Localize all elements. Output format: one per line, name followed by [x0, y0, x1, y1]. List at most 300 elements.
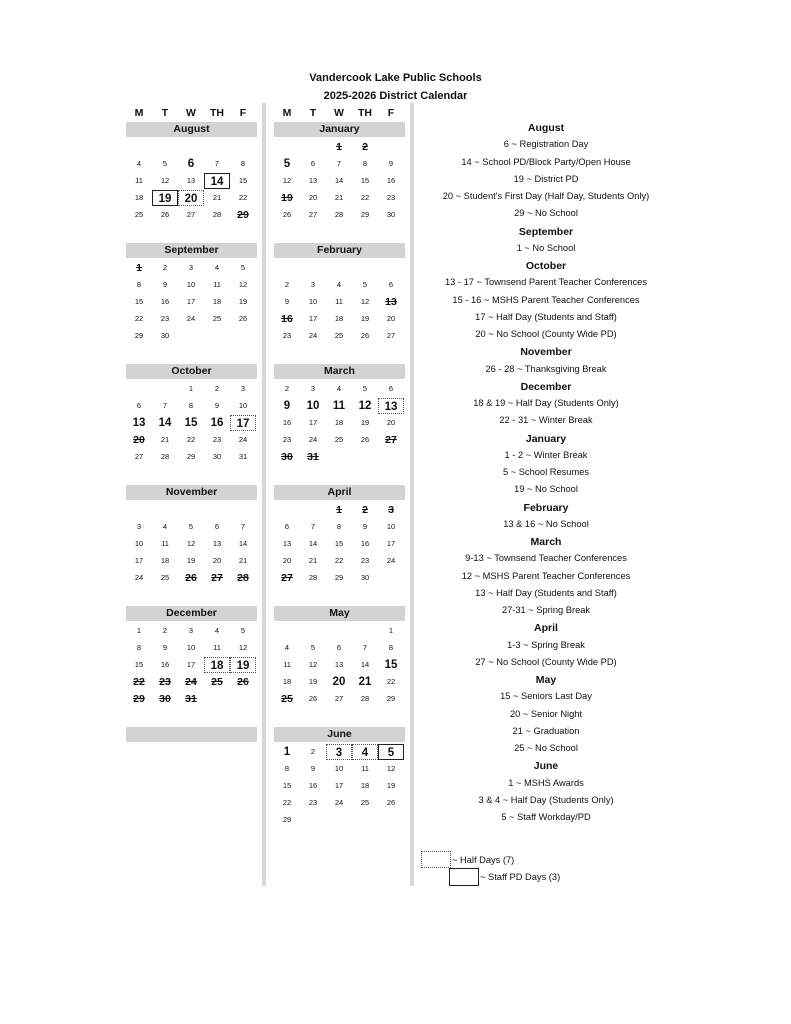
- calendar-day: 12: [238, 280, 248, 289]
- calendar-day: 8: [284, 764, 290, 773]
- calendar-day: 27: [134, 452, 144, 461]
- event-item: 1 ~ MSHS Awards: [508, 777, 584, 788]
- calendar-day: 13: [132, 417, 146, 429]
- calendar-day: 29: [237, 209, 249, 221]
- event-item: 15 ~ Seniors Last Day: [500, 691, 592, 702]
- column-divider-1: [262, 103, 266, 886]
- calendar-day: 24: [238, 435, 248, 444]
- calendar-day: 12: [308, 660, 318, 669]
- event-month-heading: August: [527, 122, 565, 134]
- month-header-april: April: [274, 485, 405, 500]
- calendar-day: 12: [358, 400, 372, 412]
- calendar-day: 3: [188, 263, 194, 272]
- calendar-day: 5: [362, 280, 368, 289]
- calendar-day: 19: [386, 781, 396, 790]
- calendar-day: 17: [386, 539, 396, 548]
- event-item: 1 ~ No School: [516, 242, 576, 253]
- calendar-day: 5: [310, 643, 316, 652]
- calendar-day: 28: [308, 573, 318, 582]
- event-item: 1-3 ~ Spring Break: [507, 639, 585, 650]
- calendar-day: 2: [284, 280, 290, 289]
- calendar-day: 27: [334, 694, 344, 703]
- calendar-title: 2025-2026 District Calendar: [323, 90, 468, 102]
- calendar-day: 25: [334, 331, 344, 340]
- calendar-day: 23: [308, 798, 318, 807]
- event-item: 20 ~ No School (County Wide PD): [475, 329, 617, 339]
- calendar-day: 23: [282, 435, 292, 444]
- pd-day-legend-swatch: [449, 868, 479, 886]
- calendar-day: 21: [160, 435, 170, 444]
- calendar-day: 3: [326, 744, 352, 760]
- calendar-day: 4: [162, 522, 168, 531]
- calendar-day: 18: [204, 657, 230, 673]
- calendar-day: 22: [133, 676, 145, 688]
- calendar-day: 26: [308, 694, 318, 703]
- calendar-day: 20: [332, 676, 346, 688]
- calendar-day: 5: [162, 159, 168, 168]
- calendar-day: 27: [211, 572, 223, 584]
- calendar-day: 23: [360, 556, 370, 565]
- calendar-day: 17: [230, 415, 256, 431]
- calendar-day: 6: [388, 280, 394, 289]
- calendar-day: 8: [188, 401, 194, 410]
- calendar-day: 13: [385, 296, 397, 308]
- calendar-day: 16: [160, 660, 170, 669]
- calendar-day: 14: [204, 173, 230, 189]
- calendar-day: 5: [362, 384, 368, 393]
- month-header-empty: [126, 727, 257, 742]
- calendar-day: 10: [386, 522, 396, 531]
- weekday-header: W: [334, 107, 344, 119]
- calendar-day: 6: [310, 159, 316, 168]
- calendar-day: 15: [134, 660, 144, 669]
- calendar-day: 24: [386, 556, 396, 565]
- calendar-day: 9: [310, 764, 316, 773]
- calendar-day: 10: [186, 280, 196, 289]
- calendar-day: 15: [134, 297, 144, 306]
- calendar-day: 5: [283, 158, 291, 170]
- calendar-day: 11: [332, 400, 346, 412]
- calendar-day: 17: [134, 556, 144, 565]
- calendar-day: 16: [281, 313, 293, 325]
- calendar-day: 15: [360, 176, 370, 185]
- calendar-day: 2: [162, 263, 168, 272]
- event-month-heading: May: [535, 674, 557, 686]
- calendar-day: 28: [334, 210, 344, 219]
- calendar-day: 19: [360, 418, 370, 427]
- calendar-day: 22: [186, 435, 196, 444]
- calendar-day: 4: [336, 384, 342, 393]
- calendar-day: 9: [283, 400, 291, 412]
- calendar-day: 1: [136, 626, 142, 635]
- calendar-day: 18: [360, 781, 370, 790]
- weekday-header: W: [186, 107, 196, 119]
- weekday-header: T: [309, 107, 317, 119]
- event-item: 1 - 2 ~ Winter Break: [504, 449, 588, 460]
- calendar-day: 10: [186, 643, 196, 652]
- calendar-day: 23: [159, 676, 171, 688]
- calendar-day: 1: [188, 384, 194, 393]
- month-header-october: October: [126, 364, 257, 379]
- calendar-day: 19: [360, 314, 370, 323]
- calendar-day: 5: [188, 522, 194, 531]
- event-item: 25 ~ No School: [514, 743, 578, 753]
- calendar-day: 23: [386, 193, 396, 202]
- event-item: 15 - 16 ~ MSHS Parent Teacher Conferences: [452, 294, 640, 305]
- calendar-day: 2: [162, 626, 168, 635]
- event-item: 27-31 ~ Spring Break: [501, 605, 591, 615]
- calendar-day: 26: [238, 314, 248, 323]
- calendar-day: 29: [186, 452, 196, 461]
- calendar-day: 1: [388, 626, 394, 635]
- calendar-day: 9: [214, 401, 220, 410]
- event-item: 9-13 ~ Townsend Teacher Conferences: [465, 553, 627, 564]
- calendar-day: 16: [360, 539, 370, 548]
- calendar-day: 13: [186, 176, 196, 185]
- calendar-day: 15: [184, 417, 198, 429]
- calendar-day: 9: [162, 643, 168, 652]
- weekday-header: M: [134, 107, 144, 119]
- calendar-day: 5: [240, 626, 246, 635]
- event-month-heading: February: [523, 501, 569, 514]
- calendar-day: 16: [210, 417, 224, 429]
- calendar-day: 13: [212, 539, 222, 548]
- event-month-heading: April: [534, 622, 558, 635]
- calendar-day: 22: [134, 314, 144, 323]
- calendar-day: 28: [237, 572, 249, 584]
- weekday-header: TH: [210, 107, 224, 119]
- calendar-day: 9: [362, 522, 368, 531]
- calendar-day: 12: [282, 176, 292, 185]
- calendar-day: 17: [308, 418, 318, 427]
- calendar-day: 21: [308, 556, 318, 565]
- calendar-day: 30: [212, 452, 222, 461]
- calendar-day: 3: [310, 280, 316, 289]
- calendar-day: 22: [238, 193, 248, 202]
- calendar-day: 30: [159, 693, 171, 705]
- calendar-day: 26: [360, 435, 370, 444]
- calendar-day: 31: [185, 693, 197, 705]
- calendar-day: 29: [133, 693, 145, 705]
- calendar-day: 15: [334, 539, 344, 548]
- calendar-day: 24: [186, 314, 196, 323]
- calendar-day: 24: [334, 798, 344, 807]
- calendar-day: 29: [334, 573, 344, 582]
- month-header-september: September: [126, 243, 257, 258]
- calendar-day: 5: [378, 744, 404, 760]
- calendar-day: 6: [336, 643, 342, 652]
- calendar-day: 10: [334, 764, 344, 773]
- month-header-november: November: [126, 485, 257, 500]
- event-item: 22 - 31 ~ Winter Break: [499, 415, 593, 426]
- calendar-day: 15: [238, 176, 248, 185]
- event-item: 13 ~ Half Day (Students and Staff): [475, 587, 617, 598]
- calendar-day: 10: [238, 401, 248, 410]
- month-header-january: January: [274, 122, 405, 137]
- calendar-day: 18: [134, 193, 144, 202]
- calendar-day: 4: [352, 744, 378, 760]
- calendar-day: 3: [240, 384, 246, 393]
- calendar-day: 4: [214, 626, 220, 635]
- event-item: 29 ~ No School: [514, 208, 578, 219]
- calendar-day: 26: [360, 331, 370, 340]
- calendar-day: 20: [133, 434, 145, 446]
- calendar-day: 8: [362, 159, 368, 168]
- calendar-day: 15: [384, 659, 398, 671]
- half-day-legend-swatch: [421, 851, 451, 868]
- calendar-day: 11: [335, 297, 343, 306]
- calendar-day: 2: [284, 384, 290, 393]
- event-month-heading: October: [525, 260, 567, 272]
- calendar-day: 3: [310, 384, 316, 393]
- event-item: 20 ~ Student's First Day (Half Day, Students Only): [442, 191, 650, 201]
- calendar-day: 24: [185, 676, 197, 688]
- calendar-day: 26: [386, 798, 396, 807]
- calendar-day: 26: [282, 210, 292, 219]
- calendar-day: 17: [308, 314, 318, 323]
- calendar-day: 30: [360, 573, 370, 582]
- event-month-heading: September: [518, 225, 574, 238]
- event-month-heading: January: [525, 432, 567, 445]
- calendar-day: 26: [237, 676, 249, 688]
- event-item: 26 - 28 ~ Thanksgiving Break: [485, 363, 607, 374]
- calendar-day: 3: [388, 504, 394, 516]
- month-header-june: June: [274, 727, 405, 742]
- calendar-day: 28: [360, 694, 370, 703]
- calendar-day: 13: [378, 398, 404, 414]
- calendar-day: 18: [334, 314, 344, 323]
- calendar-day: 12: [386, 764, 396, 773]
- event-item: 12 ~ MSHS Parent Teacher Conferences: [461, 570, 631, 581]
- calendar-day: 16: [160, 297, 170, 306]
- calendar-day: 23: [160, 314, 170, 323]
- calendar-day: 23: [212, 435, 222, 444]
- calendar-day: 27: [308, 210, 318, 219]
- calendar-day: 24: [308, 435, 318, 444]
- calendar-day: 29: [282, 815, 292, 824]
- event-item: 27 ~ No School (County Wide PD): [475, 656, 617, 667]
- calendar-day: 7: [240, 522, 246, 531]
- calendar-day: 6: [388, 384, 394, 393]
- calendar-day: 4: [284, 643, 290, 652]
- calendar-day: 31: [307, 451, 319, 463]
- calendar-day: 26: [160, 210, 170, 219]
- calendar-day: 10: [134, 539, 144, 548]
- calendar-day: 23: [282, 331, 292, 340]
- calendar-day: 7: [336, 159, 342, 168]
- month-header-may: May: [274, 606, 405, 621]
- calendar-day: 3: [188, 626, 194, 635]
- calendar-day: 21: [358, 676, 372, 688]
- calendar-day: 7: [310, 522, 316, 531]
- calendar-day: 2: [362, 141, 368, 153]
- calendar-day: 12: [186, 539, 196, 548]
- calendar-day: 1: [136, 262, 142, 274]
- event-item: 21 ~ Graduation: [512, 725, 580, 736]
- pd-day-legend-label: ~ Staff PD Days (3): [480, 872, 561, 882]
- calendar-day: 30: [386, 210, 396, 219]
- calendar-day: 26: [185, 572, 197, 584]
- calendar-day: 28: [160, 452, 170, 461]
- calendar-day: 18: [334, 418, 344, 427]
- calendar-day: 6: [284, 522, 290, 531]
- calendar-day: 17: [186, 660, 196, 669]
- calendar-day: 5: [240, 263, 246, 272]
- weekday-header: T: [161, 107, 169, 119]
- calendar-day: 19: [238, 297, 248, 306]
- calendar-day: 20: [386, 314, 396, 323]
- calendar-day: 9: [284, 297, 290, 306]
- calendar-day: 30: [281, 451, 293, 463]
- calendar-day: 17: [334, 781, 344, 790]
- calendar-day: 27: [386, 331, 396, 340]
- calendar-day: 31: [238, 452, 248, 461]
- calendar-day: 1: [336, 141, 342, 153]
- calendar-day: 25: [160, 573, 170, 582]
- calendar-day: 25: [334, 435, 344, 444]
- calendar-day: 12: [160, 176, 170, 185]
- calendar-day: 20: [212, 556, 222, 565]
- calendar-day: 12: [238, 643, 248, 652]
- calendar-day: 8: [336, 522, 342, 531]
- event-month-heading: November: [520, 346, 572, 359]
- calendar-day: 7: [362, 643, 368, 652]
- half-day-legend-label: ~ Half Days (7): [452, 855, 515, 865]
- calendar-day: 22: [386, 677, 396, 686]
- month-header-december: December: [126, 606, 257, 621]
- calendar-day: 11: [213, 643, 221, 652]
- event-item: 19 ~ District PD: [513, 173, 579, 184]
- calendar-day: 13: [308, 176, 318, 185]
- calendar-day: 17: [186, 297, 196, 306]
- event-item: 18 & 19 ~ Half Day (Students Only): [473, 398, 619, 408]
- calendar-day: 11: [135, 176, 143, 185]
- event-item: 14 ~ School PD/Block Party/Open House: [461, 156, 631, 167]
- calendar-day: 25: [212, 314, 222, 323]
- event-item: 13 - 17 ~ Townsend Parent Teacher Conferences: [445, 277, 647, 288]
- calendar-day: 16: [308, 781, 318, 790]
- month-header-february: February: [274, 243, 405, 258]
- calendar-day: 18: [212, 297, 222, 306]
- calendar-day: 25: [134, 210, 144, 219]
- calendar-day: 24: [134, 573, 144, 582]
- calendar-day: 24: [308, 331, 318, 340]
- calendar-day: 14: [158, 417, 172, 429]
- calendar-day: 8: [136, 280, 142, 289]
- calendar-day: 13: [282, 539, 292, 548]
- calendar-day: 4: [136, 159, 142, 168]
- calendar-day: 18: [160, 556, 170, 565]
- calendar-day: 8: [136, 643, 142, 652]
- calendar-day: 19: [230, 657, 256, 673]
- calendar-day: 9: [388, 159, 394, 168]
- calendar-day: 27: [186, 210, 196, 219]
- month-header-march: March: [274, 364, 405, 379]
- calendar-day: 20: [386, 418, 396, 427]
- event-month-heading: December: [520, 380, 572, 393]
- calendar-day: 2: [214, 384, 220, 393]
- event-item: 19 ~ No School: [514, 484, 578, 495]
- school-title: Vandercook Lake Public Schools: [309, 72, 482, 84]
- calendar-day: 21: [212, 193, 222, 202]
- weekday-header: TH: [358, 107, 372, 119]
- calendar-day: 12: [360, 297, 370, 306]
- calendar-day: 22: [334, 556, 344, 565]
- calendar-day: 21: [334, 193, 344, 202]
- calendar-day: 21: [238, 556, 248, 565]
- calendar-day: 14: [308, 539, 318, 548]
- calendar-day: 27: [385, 434, 397, 446]
- calendar-day: 28: [212, 210, 222, 219]
- event-item: 5 ~ Staff Workday/PD: [501, 812, 591, 822]
- calendar-day: 8: [240, 159, 246, 168]
- event-month-heading: March: [530, 536, 562, 548]
- calendar-day: 11: [161, 539, 169, 548]
- calendar-day: 29: [134, 331, 144, 340]
- calendar-day: 3: [136, 522, 142, 531]
- calendar-day: 8: [388, 643, 394, 652]
- event-month-heading: June: [533, 760, 559, 773]
- calendar-day: 19: [152, 190, 178, 206]
- calendar-day: 10: [308, 297, 318, 306]
- calendar-day: 22: [282, 798, 292, 807]
- calendar-day: 13: [334, 660, 344, 669]
- calendar-day: 11: [213, 280, 221, 289]
- event-item: 3 & 4 ~ Half Day (Students Only): [478, 794, 614, 805]
- calendar-day: 19: [281, 192, 293, 204]
- calendar-day: 2: [362, 504, 368, 516]
- calendar-day: 11: [283, 660, 291, 669]
- event-item: 6 ~ Registration Day: [503, 139, 589, 150]
- calendar-day: 14: [360, 660, 370, 669]
- calendar-day: 27: [281, 572, 293, 584]
- calendar-day: 1: [283, 746, 291, 758]
- calendar-day: 2: [310, 747, 316, 756]
- calendar-day: 16: [282, 418, 292, 427]
- calendar-day: 7: [214, 159, 220, 168]
- calendar-day: 18: [282, 677, 292, 686]
- event-item: 20 ~ Senior Night: [509, 708, 583, 719]
- calendar-day: 6: [136, 401, 142, 410]
- calendar-day: 1: [336, 504, 342, 516]
- calendar-day: 4: [214, 263, 220, 272]
- calendar-day: 4: [336, 280, 342, 289]
- event-item: 13 & 16 ~ No School: [503, 518, 589, 529]
- weekday-header: F: [387, 107, 395, 119]
- calendar-day: 29: [360, 210, 370, 219]
- calendar-day: 16: [386, 176, 396, 185]
- calendar-day: 9: [162, 280, 168, 289]
- weekday-header: F: [239, 107, 247, 119]
- calendar-day: 7: [162, 401, 168, 410]
- calendar-day: 20: [308, 193, 318, 202]
- calendar-day: 14: [238, 539, 248, 548]
- calendar-day: 19: [308, 677, 318, 686]
- calendar-day: 20: [282, 556, 292, 565]
- month-header-august: August: [126, 122, 257, 137]
- calendar-day: 14: [334, 176, 344, 185]
- column-divider-2: [410, 103, 414, 886]
- calendar-day: 19: [186, 556, 196, 565]
- calendar-day: 20: [178, 190, 204, 206]
- calendar-day: 6: [214, 522, 220, 531]
- calendar-day: 30: [160, 331, 170, 340]
- calendar-day: 22: [360, 193, 370, 202]
- calendar-day: 15: [282, 781, 292, 790]
- event-item: 5 ~ School Resumes: [502, 467, 590, 477]
- calendar-day: 6: [187, 158, 195, 170]
- event-item: 17 ~ Half Day (Students and Staff): [475, 311, 617, 322]
